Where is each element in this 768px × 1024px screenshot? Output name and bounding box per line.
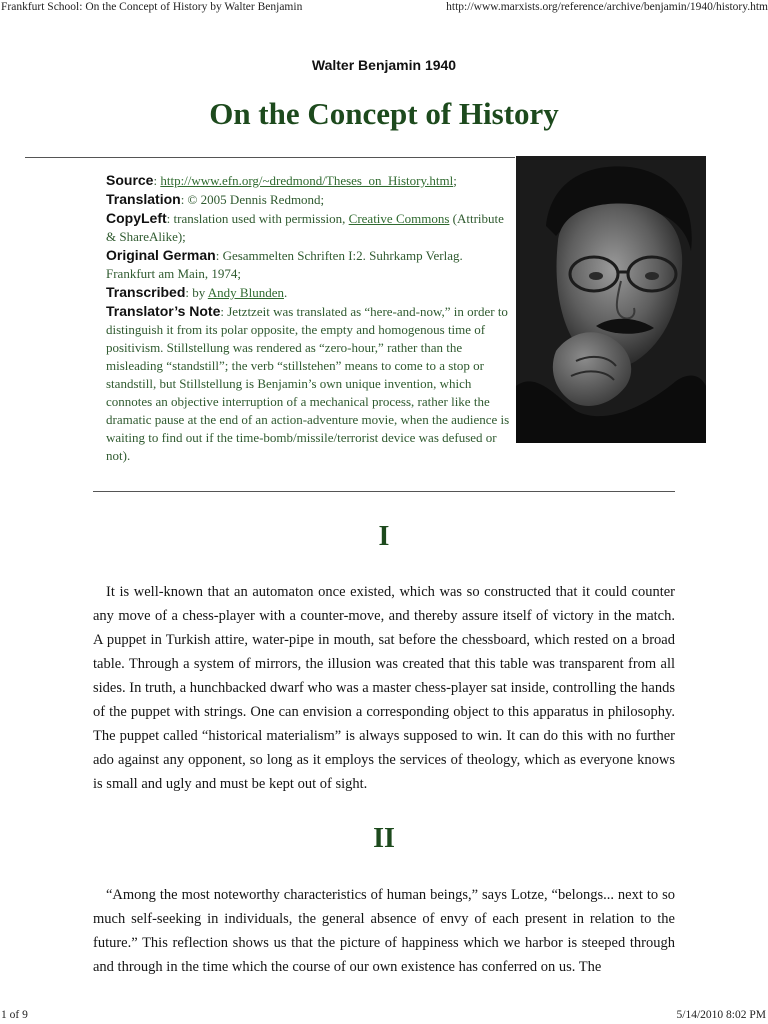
transcribed-tail: . bbox=[283, 285, 288, 300]
page-count: 1 of 9 bbox=[1, 1009, 28, 1021]
translation-text: : © 2005 Dennis Redmond; bbox=[180, 192, 325, 207]
translation-label: Translation bbox=[106, 191, 181, 207]
page-title: On the Concept of History bbox=[209, 96, 559, 131]
copyleft-text: : translation used with permission, bbox=[166, 211, 349, 226]
section-divider bbox=[93, 491, 675, 492]
original-german-line bbox=[106, 246, 511, 283]
transcriber-link[interactable]: Andy Blunden bbox=[207, 285, 284, 300]
translators-note-text: : Jetztzeit was translated as “here-and-now,” in order to distinguish it from its polar opposite, the empty and homogenous time of positivism. Stillstellung was rendered as “zero-hour,” rather than the misleading “standstill”; the verb “stillstehen” means to come to a stop or standstill, but Stillstellung is Benjamin’s own unique invention, which connotes an objective interruption of a mechanical process, rather like the dramatic pause at the end of an action-adventure movie, when the audience is waiting to find out if the time-bomb/missile/terrorist device was defused or not). bbox=[106, 304, 510, 463]
transcribed-line bbox=[106, 283, 511, 302]
section-2-text: “Among the most noteworthy characteristics of human beings,” says Lotze, “belongs... next to so much self-seeking in individuals, the general absence of envy of each present in relation to the future.” This reflection shows us that the picture of happiness which we harbor is steeped through and through in the time which the course of our own existence has conferred on us. The bbox=[93, 887, 675, 975]
section-1-text: It is well-known that an automaton once existed, which was so constructed that it could counter any move of a chess-player with a counter-move, and thereby assure itself of victory in the match. A puppet in Turkish attire, water-pipe in mouth, sat before the chessboard, which rested on a broad table. Through a system of mirrors, the illusion was created that this table was transparent from all sides. In truth, a hunchbacked dwarf who was a master chess-player sat inside, controlling the hands of the puppet with strings. One can envision a corresponding object to this apparatus in philosophy. The puppet called “historical materialism” is always supposed to win. It can do this with no further ado against any opponent, so long as it employs the services of theology, which as everyone knows is small and ugly and must be kept out of sight. bbox=[93, 584, 675, 792]
top-divider bbox=[25, 157, 515, 158]
transcribed-text: : by bbox=[185, 285, 208, 300]
source-line: Source: http://www.efn.org/~dredmond/Theses_on_History.html; bbox=[106, 172, 457, 188]
copyleft-line bbox=[106, 209, 511, 246]
transcribed-label: Transcribed bbox=[106, 284, 186, 300]
translation-line bbox=[106, 190, 511, 209]
translators-note-label: Translator’s Note bbox=[106, 303, 221, 319]
print-datetime: 5/14/2010 8:02 PM bbox=[676, 1009, 766, 1021]
source-label: Source bbox=[106, 172, 154, 188]
author-line: Walter Benjamin 1940 bbox=[311, 57, 457, 73]
translators-note bbox=[106, 302, 511, 465]
section-heading-1: I bbox=[378, 521, 390, 552]
browser-page-title: Frankfurt School: On the Concept of History by Walter Benjamin bbox=[1, 1, 303, 13]
original-german-text: : Gesammelten Schriften I:2. Suhrkamp Verlag. Frankfurt am Main, 1974; bbox=[106, 248, 463, 281]
original-german-label: Original German bbox=[106, 247, 216, 263]
copyleft-label: CopyLeft bbox=[106, 210, 167, 226]
copyleft-tail: (Attribute & ShareAlike); bbox=[106, 211, 504, 244]
source-link[interactable]: http://www.efn.org/~dredmond/Theses_on_History.html bbox=[160, 173, 454, 188]
creative-commons-link[interactable]: Creative Commons bbox=[348, 211, 450, 226]
source-info-block bbox=[106, 171, 511, 465]
browser-page-url: http://www.marxists.org/reference/archive/benjamin/1940/history.htm bbox=[446, 1, 768, 13]
section-heading-2: II bbox=[373, 823, 395, 854]
portrait-image bbox=[516, 156, 706, 443]
author-portrait bbox=[516, 156, 706, 443]
